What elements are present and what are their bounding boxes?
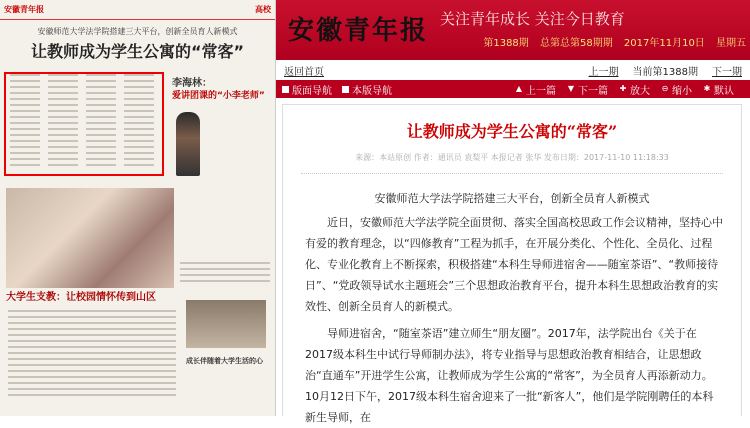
arrow-down-icon: ▼ bbox=[567, 84, 575, 93]
paper-subheading: 安徽师范大学法学院搭建三大平台，创新全员育人新模式 bbox=[37, 27, 238, 36]
meta-divider bbox=[301, 173, 723, 174]
issue-number: 第1388期 bbox=[483, 38, 529, 49]
square-bullet-icon bbox=[282, 86, 289, 93]
article-paragraph: 导师进宿舍，“随室茶语”建立师生“朋友圈”。2017年，法学院出台《关于在2017级本科生中试行导师制办法》，将专业指导与思想政治教育相结合，让思想政治“直通车”开进学生公寓，让教师成为学生公寓的“常客”，为全员育人再添新动力。10月12日下午，2017级本科生宿舍迎来了一批“新客人”，他们是学院刚聘任的本科新生导师，在 bbox=[305, 327, 714, 424]
square-bullet-icon bbox=[342, 86, 349, 93]
issue-navigation bbox=[276, 62, 750, 78]
article-subtitle: 安徽师范大学法学院搭建三大平台，创新全员育人新模式 bbox=[374, 192, 650, 205]
site-header bbox=[276, 0, 750, 60]
selected-article-highlight[interactable] bbox=[4, 72, 164, 176]
paper-bottom-column bbox=[8, 310, 176, 400]
paper-bottom-caption: 成长伴随着大学生活的心 bbox=[186, 357, 263, 365]
paper-side-subheading: 爱讲团课的“小李老师” bbox=[172, 91, 265, 101]
newspaper-page-thumbnail[interactable] bbox=[0, 0, 276, 416]
gear-icon: ✱ bbox=[703, 84, 711, 93]
paper-headline: 让教师成为学生公寓的“常客” bbox=[30, 42, 245, 61]
layout-nav-button[interactable]: 版面导航 bbox=[282, 82, 332, 97]
article-panel bbox=[282, 104, 742, 424]
brand-logo[interactable]: 安徽青年报 bbox=[288, 16, 429, 46]
site-slogan: 关注青年成长 关注今日教育 bbox=[440, 10, 625, 28]
article-paragraph: 近日，安徽师范大学法学院全面贯彻、落实全国高校思政工作会议精神，坚持心中有爱的教育理念，以“四修教育”工程为抓手，在开展分类化、个性化、全员化、过程化、专业化教育上不断探索，积极搭建“本科生导师进宿舍——随室茶语”、“教师接待日”、“党政领导试水主题班会”三个思想政治教育平台，提升本科生思想政治教育的实效性、创新全员育人的新模式。 bbox=[305, 216, 723, 313]
paper-side-column bbox=[180, 262, 270, 286]
article-body bbox=[283, 212, 741, 428]
paper-photo-caption: 大学生支教：让校园情怀传到山区 bbox=[6, 292, 156, 303]
this-layout-nav-button[interactable]: 本版导航 bbox=[342, 82, 392, 97]
paper-logo: 安徽青年报 bbox=[4, 5, 44, 14]
default-size-button[interactable]: ✱ 默认 bbox=[703, 84, 734, 97]
zoom-out-button[interactable]: ⊖ 缩小 bbox=[661, 84, 692, 97]
arrow-up-icon: ▲ bbox=[515, 84, 523, 93]
article-meta: 来源：本站原创 作者：通讯员 袁梨平 本报记者 张华 发布日期：2017-11-10 11:18:33 bbox=[355, 153, 669, 162]
issue-info bbox=[475, 34, 746, 49]
article-title: 让教师成为学生公寓的“常客” bbox=[406, 122, 618, 141]
prev-issue-link[interactable]: 上一期 bbox=[588, 66, 619, 78]
back-home-link[interactable]: 返回首页 bbox=[284, 66, 324, 78]
prev-article-button[interactable]: ▲ 上一篇 bbox=[515, 84, 556, 97]
issue-date: 2017年11月10日 bbox=[623, 38, 705, 49]
paper-section: 高校 bbox=[255, 5, 271, 14]
plus-icon: ✚ bbox=[619, 84, 627, 93]
article-toolbar bbox=[276, 80, 750, 98]
next-article-button[interactable]: ▼ 下一篇 bbox=[567, 84, 608, 97]
total-issue-number: 总第总第58期期 bbox=[539, 38, 613, 49]
zoom-in-button[interactable]: ✚ 放大 bbox=[619, 84, 650, 97]
next-issue-link[interactable]: 下一期 bbox=[712, 66, 742, 78]
current-issue-label: 当前第1388期 bbox=[632, 66, 698, 78]
paper-bottom-image bbox=[186, 300, 266, 348]
paper-side-heading: 李海林： bbox=[172, 78, 212, 89]
issue-weekday: 星期五 bbox=[716, 38, 746, 49]
paper-main-photo[interactable] bbox=[6, 188, 174, 288]
paper-masthead bbox=[0, 0, 275, 20]
minus-icon: ⊖ bbox=[661, 84, 669, 93]
paper-portrait-image bbox=[176, 112, 200, 176]
